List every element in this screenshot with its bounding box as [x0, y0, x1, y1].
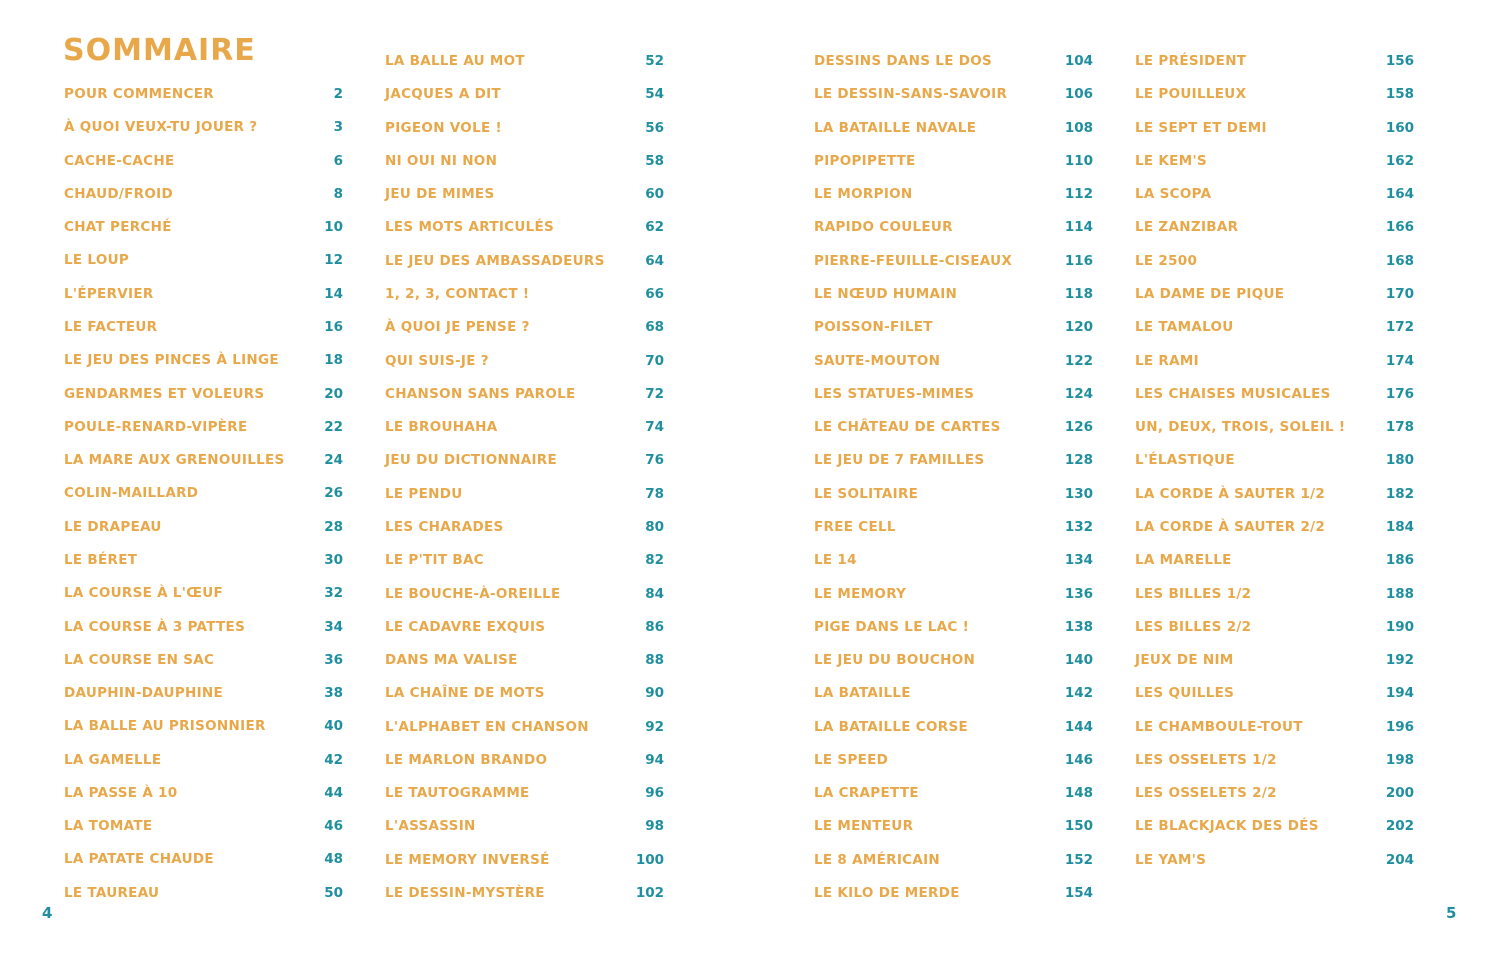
toc-entry-title: LE ZANZIBAR: [1135, 219, 1239, 236]
toc-entry-title: DANS MA VALISE: [385, 652, 518, 668]
toc-entry-page: 204: [1385, 851, 1414, 868]
toc-entry-title: LE JEU DES AMBASSADEURS: [385, 252, 605, 269]
toc-entry-title: LA BATAILLE CORSE: [814, 718, 969, 735]
toc-entry-title: LE TAMALOU: [1135, 319, 1234, 336]
toc-entry-title: LE TAUREAU: [64, 884, 160, 901]
toc-entry-page: 168: [1385, 252, 1414, 269]
toc-entry-title: L'ÉPERVIER: [64, 285, 154, 302]
toc-entry-title: LE SOLITAIRE: [814, 485, 919, 502]
toc-entry-page: 178: [1385, 419, 1414, 436]
toc-entry-title: JEU DU DICTIONNAIRE: [385, 452, 558, 469]
toc-entry-page: 158: [1385, 86, 1414, 103]
toc-entry-page: 3: [333, 119, 343, 136]
toc-entry-title: GENDARMES ET VOLEURS: [64, 385, 265, 402]
toc-entry-page: 116: [1064, 252, 1093, 269]
toc-entry-title: JEUX DE NIM: [1135, 652, 1234, 668]
toc-entry-title: LA BALLE AU MOT: [385, 53, 525, 69]
toc-entry-title: LE TAUTOGRAMME: [385, 785, 530, 802]
toc-entry-title: LA CRAPETTE: [814, 785, 919, 802]
toc-entry-page: 96: [645, 785, 664, 802]
toc-entry-title: CHAUD/FROID: [64, 185, 173, 202]
toc-entry-page: 52: [645, 53, 664, 69]
toc-entry-page: 112: [1064, 186, 1093, 203]
toc-entry-page: 90: [645, 685, 664, 702]
toc-entry-page: 154: [1064, 885, 1093, 901]
toc-entry-page: 194: [1385, 685, 1414, 702]
toc-entry-page: 54: [645, 86, 664, 103]
toc-entry-page: 22: [324, 418, 343, 435]
toc-entry-page: 196: [1385, 718, 1414, 735]
toc-entry-title: LE MARLON BRANDO: [385, 751, 548, 768]
toc-entry-title: LE NŒUD HUMAIN: [814, 286, 958, 302]
toc-entry-title: LE DESSIN-MYSTÈRE: [385, 885, 545, 901]
toc-entry-page: 48: [324, 851, 343, 868]
toc-entry-page: 182: [1385, 485, 1414, 502]
toc-entry-title: LA BATAILLE NAVALE: [814, 119, 977, 136]
toc-entry-page: 172: [1385, 319, 1414, 336]
toc-entry-title: JEU DE MIMES: [385, 186, 495, 203]
toc-entry-title: LA MARELLE: [1135, 552, 1232, 569]
toc-entry-page: 46: [324, 818, 343, 835]
toc-entry-page: 148: [1064, 785, 1093, 802]
toc-entry-page: 130: [1064, 485, 1093, 502]
toc-entry-title: LE JEU DU BOUCHON: [814, 652, 976, 668]
toc-entry-page: 110: [1064, 152, 1093, 169]
toc-entry-page: 38: [324, 685, 343, 701]
toc-entry-title: LE SPEED: [814, 751, 889, 768]
toc-entry-page: 160: [1385, 119, 1414, 136]
toc-entry-page: 122: [1064, 352, 1093, 369]
toc-entry-page: 152: [1064, 851, 1093, 868]
toc-entry-title: POUR COMMENCER: [64, 86, 214, 102]
toc-entry-page: 142: [1064, 685, 1093, 702]
toc-entry-title: LA PASSE À 10: [64, 784, 178, 801]
toc-entry-title: LE SEPT ET DEMI: [1135, 119, 1267, 136]
toc-entry-title: LES STATUES-MIMES: [814, 385, 975, 402]
toc-entry-page: 18: [324, 352, 343, 369]
toc-entry-title: LA PATATE CHAUDE: [64, 851, 214, 868]
toc-entry-title: CHAT PERCHÉ: [64, 219, 172, 236]
toc-entry-page: 70: [645, 352, 664, 369]
toc-entry-page: 64: [645, 252, 664, 269]
toc-entry-page: 84: [645, 585, 664, 602]
toc-entry-title: LE LOUP: [64, 252, 130, 269]
toc-entry-title: LE PENDU: [385, 485, 463, 502]
toc-entry-page: 76: [645, 452, 664, 469]
toc-entry-title: LA DAME DE PIQUE: [1135, 286, 1285, 302]
toc-entry-page: 88: [645, 652, 664, 668]
toc-entry-title: PIGEON VOLE !: [385, 119, 502, 136]
toc-entry-title: LA BALLE AU PRISONNIER: [64, 718, 266, 735]
toc-entry-page: 162: [1385, 152, 1414, 169]
toc-entry-title: LE KEM'S: [1135, 152, 1207, 169]
toc-entry-title: LES CHARADES: [385, 518, 504, 535]
toc-entry-title: LES BILLES 2/2: [1135, 618, 1252, 635]
toc-entry-title: LE DRAPEAU: [64, 518, 162, 535]
toc-entry-title: DESSINS DANS LE DOS: [814, 53, 993, 69]
toc-entry-title: LE MEMORY: [814, 585, 907, 602]
toc-entry-page: 114: [1064, 219, 1093, 236]
toc-entry-title: LE FACTEUR: [64, 319, 158, 335]
toc-entry-title: SAUTE-MOUTON: [814, 352, 941, 369]
toc-entry-title: LES OSSELETS 2/2: [1135, 785, 1277, 802]
toc-entry-title: LA COURSE EN SAC: [64, 651, 215, 668]
toc-entry-title: LA TOMATE: [64, 818, 153, 835]
toc-entry-page: 6: [333, 152, 343, 169]
toc-entry-page: 166: [1385, 219, 1414, 236]
toc-entry-page: 198: [1385, 751, 1414, 768]
toc-entry-title: 1, 2, 3, CONTACT !: [385, 286, 530, 302]
toc-entry-title: LE 2500: [1135, 252, 1198, 269]
toc-entry-page: 10: [324, 219, 343, 236]
toc-entry-title: LA CHAÎNE DE MOTS: [385, 685, 545, 702]
toc-entry-page: 192: [1385, 652, 1414, 668]
toc-entry-title: LE JEU DE 7 FAMILLES: [814, 452, 985, 469]
toc-entry-page: 32: [324, 585, 343, 602]
toc-entry-page: 190: [1385, 618, 1414, 635]
left-page-number: 4: [42, 904, 53, 922]
toc-entry-title: POISSON-FILET: [814, 319, 933, 336]
toc-entry-page: 118: [1064, 286, 1093, 302]
toc-entry-title: LE BOUCHE-À-OREILLE: [385, 585, 561, 602]
toc-entry-page: 86: [645, 618, 664, 635]
toc-entry-page: 104: [1064, 53, 1093, 69]
toc-entry-page: 150: [1064, 818, 1093, 835]
toc-entry-page: 78: [645, 485, 664, 502]
toc-entry-page: 30: [324, 551, 343, 568]
toc-entry-title: LE CHÂTEAU DE CARTES: [814, 419, 1001, 436]
toc-entry-title: LA COURSE À L'ŒUF: [64, 585, 224, 602]
toc-entry-page: 108: [1064, 119, 1093, 136]
toc-entry-page: 138: [1064, 618, 1093, 635]
toc-entry-page: 24: [324, 452, 343, 469]
toc-entry-title: LA GAMELLE: [64, 751, 162, 768]
toc-entry-title: LES QUILLES: [1135, 685, 1235, 702]
toc-entry-page: 100: [635, 851, 664, 868]
toc-entry-title: LE MEMORY INVERSÉ: [385, 851, 550, 868]
toc-entry-page: 66: [645, 286, 664, 302]
toc-entry-title: POULE-RENARD-VIPÈRE: [64, 418, 248, 435]
toc-entry-page: 16: [324, 319, 343, 335]
toc-entry-page: 28: [324, 518, 343, 535]
toc-entry-title: LA SCOPA: [1135, 186, 1212, 203]
toc-entry-title: QUI SUIS-JE ?: [385, 352, 489, 369]
toc-entry-title: NI OUI NI NON: [385, 152, 498, 169]
toc-entry-title: DAUPHIN-DAUPHINE: [64, 685, 224, 701]
toc-entry-title: À QUOI JE PENSE ?: [385, 319, 530, 336]
toc-entry-page: 120: [1064, 319, 1093, 336]
toc-entry-title: LES MOTS ARTICULÉS: [385, 219, 555, 236]
toc-entry-title: FREE CELL: [814, 518, 896, 535]
toc-entry-title: À QUOI VEUX-TU JOUER ?: [64, 119, 258, 136]
toc-entry-page: 184: [1385, 518, 1414, 535]
toc-entry-page: 180: [1385, 452, 1414, 469]
toc-entry-title: CHANSON SANS PAROLE: [385, 385, 576, 402]
toc-entry-page: 8: [333, 185, 343, 202]
toc-entry-page: 170: [1385, 286, 1414, 302]
toc-entry-title: COLIN-MAILLARD: [64, 485, 199, 502]
toc-entry-page: 50: [324, 884, 343, 901]
toc-entry-title: LE CHAMBOULE-TOUT: [1135, 718, 1303, 735]
toc-entry-page: 102: [635, 885, 664, 901]
toc-entry-page: 136: [1064, 585, 1093, 602]
toc-entry-title: LE POUILLEUX: [1135, 86, 1247, 103]
toc-entry-title: LE YAM'S: [1135, 851, 1207, 868]
toc-entry-title: LES CHAISES MUSICALES: [1135, 385, 1331, 402]
toc-entry-title: LA COURSE À 3 PATTES: [64, 618, 246, 635]
toc-entry-title: LE DESSIN-SANS-SAVOIR: [814, 86, 1008, 103]
toc-entry-title: LE 8 AMÉRICAIN: [814, 851, 941, 868]
toc-entry-title: RAPIDO COULEUR: [814, 219, 953, 236]
toc-entry-page: 186: [1385, 552, 1414, 569]
toc-entry-page: 60: [645, 186, 664, 203]
toc-entry-page: 140: [1064, 652, 1093, 668]
toc-entry-page: 56: [645, 119, 664, 136]
toc-entry-page: 146: [1064, 751, 1093, 768]
toc-entry-title: CACHE-CACHE: [64, 152, 175, 169]
toc-entry-title: JACQUES A DIT: [385, 86, 501, 103]
toc-entry-title: LE BÉRET: [64, 551, 138, 568]
toc-entry-page: 94: [645, 751, 664, 768]
toc-entry-page: 106: [1064, 86, 1093, 103]
toc-entry-title: PIERRE-FEUILLE-CISEAUX: [814, 252, 1013, 269]
toc-entry-title: L'ASSASSIN: [385, 818, 476, 835]
toc-entry-title: LE MORPION: [814, 186, 913, 203]
toc-entry-title: LE P'TIT BAC: [385, 552, 484, 569]
toc-entry-page: 164: [1385, 186, 1414, 203]
toc-entry-page: 42: [324, 751, 343, 768]
toc-entry-title: LA BATAILLE: [814, 685, 911, 702]
toc-entry-page: 188: [1385, 585, 1414, 602]
toc-entry-title: UN, DEUX, TROIS, SOLEIL !: [1135, 419, 1346, 436]
toc-entry-page: 132: [1064, 518, 1093, 535]
toc-entry-page: 20: [324, 385, 343, 402]
toc-entry-page: 44: [324, 784, 343, 801]
toc-entry-page: 156: [1385, 53, 1414, 69]
right-page-number: 5: [1446, 904, 1457, 922]
toc-entry-page: 134: [1064, 552, 1093, 569]
toc-entry-page: 62: [645, 219, 664, 236]
toc-entry-page: 58: [645, 152, 664, 169]
page-title: SOMMAIRE: [63, 33, 256, 68]
toc-entry-page: 124: [1064, 385, 1093, 402]
toc-entry-title: L'ÉLASTIQUE: [1135, 452, 1235, 469]
toc-entry-page: 14: [324, 285, 343, 302]
toc-entry-page: 12: [324, 252, 343, 269]
toc-entry-title: LA CORDE À SAUTER 2/2: [1135, 518, 1326, 535]
toc-entry-page: 40: [324, 718, 343, 735]
toc-entry-page: 80: [645, 518, 664, 535]
toc-entry-page: 200: [1385, 785, 1414, 802]
toc-entry-title: LE BLACKJACK DES DÉS: [1135, 818, 1319, 835]
toc-entry-title: LES OSSELETS 1/2: [1135, 751, 1277, 768]
toc-entry-page: 74: [645, 419, 664, 436]
toc-entry-title: LA CORDE À SAUTER 1/2: [1135, 485, 1326, 502]
toc-entry-title: LE KILO DE MERDE: [814, 885, 960, 901]
toc-entry-title: LE CADAVRE EXQUIS: [385, 618, 546, 635]
toc-entry-page: 36: [324, 651, 343, 668]
toc-entry-title: L'ALPHABET EN CHANSON: [385, 718, 589, 735]
toc-entry-page: 98: [645, 818, 664, 835]
toc-entry-page: 72: [645, 385, 664, 402]
toc-entry-page: 128: [1064, 452, 1093, 469]
toc-entry-page: 92: [645, 718, 664, 735]
toc-entry-title: PIGE DANS LE LAC !: [814, 618, 970, 635]
toc-entry-title: LE JEU DES PINCES À LINGE: [64, 352, 279, 369]
toc-entry-page: 2: [333, 86, 343, 102]
toc-entry-page: 174: [1385, 352, 1414, 369]
toc-entry-title: LE PRÉSIDENT: [1135, 53, 1247, 69]
toc-entry-page: 26: [324, 485, 343, 502]
toc-entry-page: 202: [1385, 818, 1414, 835]
toc-entry-title: LE MENTEUR: [814, 818, 914, 835]
toc-entry-page: 34: [324, 618, 343, 635]
toc-entry-title: PIPOPIPETTE: [814, 152, 916, 169]
toc-entry-page: 144: [1064, 718, 1093, 735]
toc-entry-title: LE RAMI: [1135, 352, 1199, 369]
toc-entry-title: LE 14: [814, 552, 857, 569]
toc-entry-title: LA MARE AUX GRENOUILLES: [64, 452, 285, 469]
toc-entry-page: 68: [645, 319, 664, 336]
toc-entry-page: 176: [1385, 385, 1414, 402]
toc-entry-page: 126: [1064, 419, 1093, 436]
toc-entry-page: 82: [645, 552, 664, 569]
toc-entry-title: LE BROUHAHA: [385, 419, 498, 436]
toc-entry-title: LES BILLES 1/2: [1135, 585, 1252, 602]
